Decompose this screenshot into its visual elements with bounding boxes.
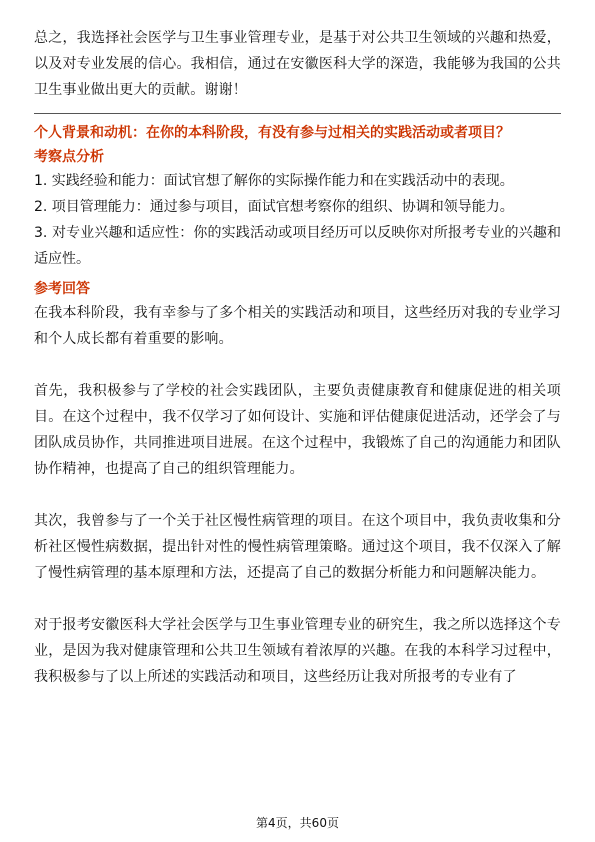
analysis-title: 考察点分析 xyxy=(34,149,104,165)
spacer xyxy=(34,352,561,378)
answer-title: 参考回答 xyxy=(34,281,90,297)
analysis-list xyxy=(34,168,561,272)
analysis-item: 2. 项目管理能力：通过参与项目，面试官想考察你的组织、协调和领导能力。 xyxy=(34,199,514,215)
page-number-footer: 第4页，共60页 xyxy=(256,816,339,830)
page-content xyxy=(34,25,561,690)
answer-paragraph: 在我本科阶段，我有幸参与了多个相关的实践活动和项目，这些经历对我的专业学习和个人成长都有着重要的影响。 xyxy=(34,305,561,347)
analysis-item: 1. 实践经验和能力：面试官想了解你的实际操作能力和在实践活动中的表现。 xyxy=(34,173,514,189)
answer-paragraph: 对于报考安徽医科大学社会医学与卫生事业管理专业的研究生，我之所以选择这个专业，是因为我对健康管理和公共卫生领域有着浓厚的兴趣。在我的本科学习过程中，我积极参与了以上所述的实践活动和项目，这些经历让我对所报考的专业有了 xyxy=(34,617,561,685)
section-divider xyxy=(34,113,561,114)
interview-question: 个人背景和动机：在你的本科阶段，有没有参与过相关的实践活动或者项目？ xyxy=(34,125,510,141)
answer-paragraph: 其次，我曾参与了一个关于社区慢性病管理的项目。在这个项目中，我负责收集和分析社区慢性病数据，提出针对性的慢性病管理策略。通过这个项目，我不仅深入了解了慢性病管理的基本原理和方法，还提高了自己的数据分析能力和问题解决能力。 xyxy=(34,513,561,581)
analysis-item: 3. 对专业兴趣和适应性：你的实践活动或项目经历可以反映你对所报考专业的兴趣和适应性。 xyxy=(34,225,561,267)
conclusion-paragraph: 总之，我选择社会医学与卫生事业管理专业，是基于对公共卫生领域的兴趣和热爱，以及对专业发展的信心。我相信，通过在安徽医科大学的深造，我能够为我国的公共卫生事业做出更大的贡献。谢谢！ xyxy=(34,30,561,98)
spacer xyxy=(34,586,561,612)
spacer xyxy=(34,482,561,508)
answer-paragraph: 首先，我积极参与了学校的社会实践团队，主要负责健康教育和健康促进的相关项目。在这个过程中，我不仅学习了如何设计、实施和评估健康促进活动，还学会了与团队成员协作，共同推进项目进展。在这个过程中，我锻炼了自己的沟通能力和团队协作精神，也提高了自己的组织管理能力。 xyxy=(34,383,561,477)
